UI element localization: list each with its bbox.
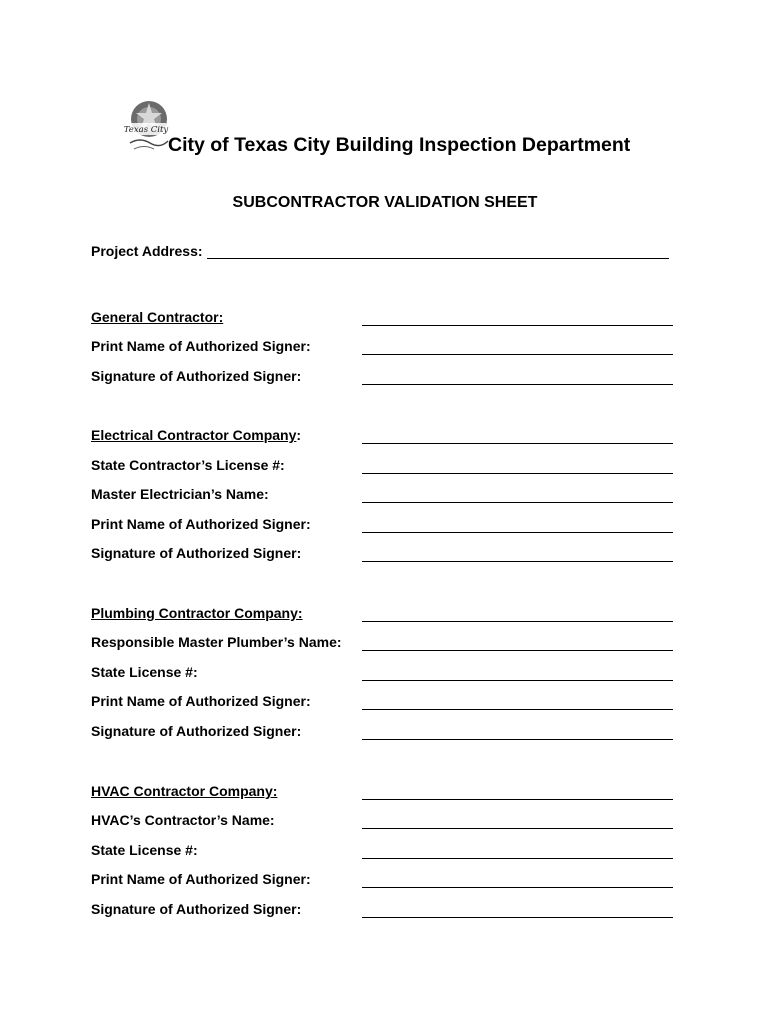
- plumbing-print-name-line[interactable]: [362, 709, 673, 710]
- electrical-print-name-field: [91, 516, 673, 536]
- hvac-company-header: HVAC Contractor Company:: [91, 783, 278, 799]
- hvac-company-field: [91, 783, 673, 803]
- hvac-signature-label: Signature of Authorized Signer:: [91, 901, 302, 917]
- electrical-signature-label: Signature of Authorized Signer:: [91, 545, 302, 561]
- master-plumber-field: [91, 634, 673, 654]
- plumbing-company-field: [91, 605, 673, 625]
- electrical-license-label: State Contractor’s License #:: [91, 457, 285, 473]
- electrical-company-line[interactable]: [362, 443, 673, 444]
- hvac-license-label: State License #:: [91, 842, 198, 858]
- document-subtitle: SUBCONTRACTOR VALIDATION SHEET: [232, 194, 538, 211]
- plumbing-license-field: [91, 664, 673, 684]
- general-contractor-line[interactable]: [362, 325, 673, 326]
- master-plumber-label: Responsible Master Plumber’s Name:: [91, 634, 342, 650]
- hvac-contractor-name-line[interactable]: [362, 828, 673, 829]
- master-electrician-field: [91, 486, 673, 506]
- general-print-name-label: Print Name of Authorized Signer:: [91, 338, 311, 354]
- hvac-contractor-name-label: HVAC’s Contractor’s Name:: [91, 812, 275, 828]
- project-address-input-line[interactable]: [207, 243, 669, 259]
- electrical-signature-field: [91, 545, 673, 565]
- document-title: City of Texas City Building Inspection Department: [168, 134, 631, 156]
- plumbing-signature-label: Signature of Authorized Signer:: [91, 723, 302, 739]
- hvac-print-name-line[interactable]: [362, 887, 673, 888]
- general-contractor-field: [91, 309, 673, 329]
- hvac-license-line[interactable]: [362, 858, 673, 859]
- project-address-field: [91, 243, 669, 259]
- plumbing-company-line[interactable]: [362, 621, 673, 622]
- electrical-license-line[interactable]: [362, 473, 673, 474]
- hvac-company-line[interactable]: [362, 799, 673, 800]
- plumbing-signature-field: [91, 723, 673, 743]
- electrical-company-header-wrap: [91, 427, 301, 443]
- plumbing-license-label: State License #:: [91, 664, 198, 680]
- plumbing-print-name-field: [91, 693, 673, 713]
- master-electrician-line[interactable]: [362, 502, 673, 503]
- logo-text: Texas City: [123, 125, 169, 135]
- hvac-signature-line[interactable]: [362, 917, 673, 918]
- general-signature-field: [91, 368, 673, 388]
- hvac-print-name-label: Print Name of Authorized Signer:: [91, 871, 311, 887]
- plumbing-company-header: Plumbing Contractor Company:: [91, 605, 303, 621]
- general-signature-label: Signature of Authorized Signer:: [91, 368, 302, 384]
- hvac-signature-field: [91, 901, 673, 921]
- general-print-name-line[interactable]: [362, 354, 673, 355]
- project-address-label: Project Address:: [91, 243, 203, 259]
- plumbing-license-line[interactable]: [362, 680, 673, 681]
- hvac-license-field: [91, 842, 673, 862]
- electrical-license-field: [91, 457, 673, 477]
- electrical-company-header: Electrical Contractor Company: [91, 427, 297, 443]
- hvac-contractor-name-field: [91, 812, 673, 832]
- plumbing-signature-line[interactable]: [362, 739, 673, 740]
- hvac-print-name-field: [91, 871, 673, 891]
- general-contractor-header: General Contractor:: [91, 309, 224, 325]
- plumbing-print-name-label: Print Name of Authorized Signer:: [91, 693, 311, 709]
- electrical-print-name-line[interactable]: [362, 532, 673, 533]
- electrical-print-name-label: Print Name of Authorized Signer:: [91, 516, 311, 532]
- master-plumber-line[interactable]: [362, 650, 673, 651]
- general-signature-line[interactable]: [362, 384, 673, 385]
- electrical-company-colon: :: [296, 427, 302, 443]
- general-print-name-field: [91, 338, 673, 358]
- master-electrician-label: Master Electrician’s Name:: [91, 486, 269, 502]
- texas-city-logo: [122, 99, 172, 155]
- electrical-company-field: [91, 427, 673, 447]
- electrical-signature-line[interactable]: [362, 561, 673, 562]
